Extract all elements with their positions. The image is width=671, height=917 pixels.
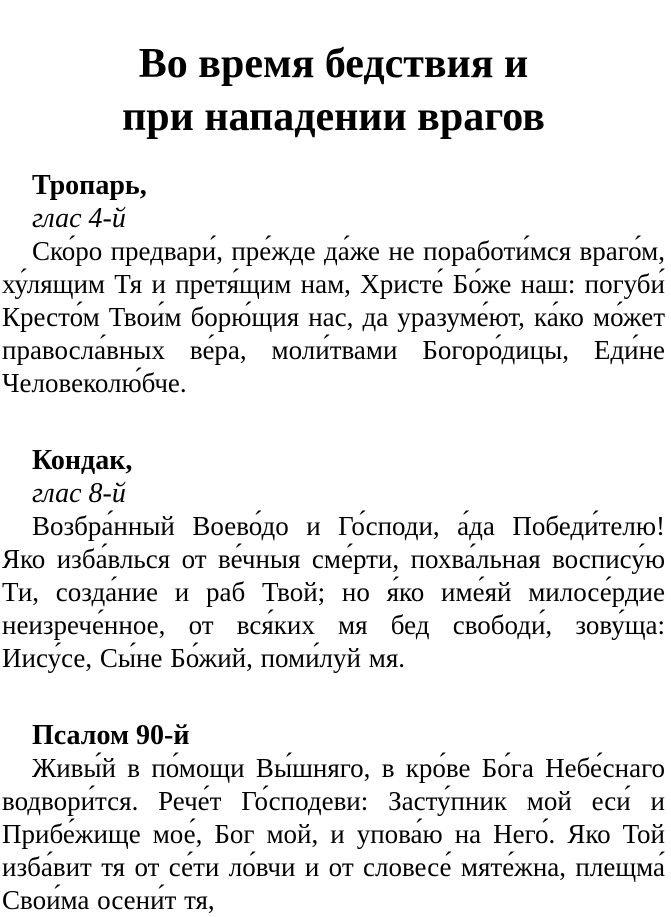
section-heading: Тропарь,: [32, 170, 147, 201]
section-subheading: глас 4-й: [32, 203, 126, 234]
prayer-text: Живы́й в по́мощи Вы́шняго, в кро́ве Бо́га Небе́снаго водвори́тся. Рече́т Го́сподеви: Засту́пник мой еси́ и Прибе́жище мое́, Бог мой, и упова́ю на Него́. Яко Той изба́вит тя от се́ти ло́вчи и от словесе́ мяте́жна, плещма́ Свои́ма осени́т тя,: [2, 753, 665, 915]
page-title-line-2: при нападении врагов: [122, 94, 545, 140]
section-troparion: [2, 169, 665, 400]
section-heading: Псалом 90-й: [32, 720, 190, 751]
section-psalm-90: [2, 719, 665, 917]
prayer-text: Ско́ро предвари́, пре́жде да́же не поработи́мся враго́м, ху́лящим Тя и претя́щим нам, Христе́ Бо́же наш: погуби́ Кресто́м Твои́м борю́щия нас, да уразуме́ют, ка́ко мо́жет правосла́вных ве́ра, моли́твами Богоро́дицы, Еди́не Человеколю́бче.: [2, 236, 665, 398]
section-kontakion: [2, 444, 665, 675]
page-title: [2, 0, 665, 144]
section-subheading: глас 8-й: [32, 478, 126, 509]
section-heading: Кондак,: [32, 445, 133, 476]
prayer-text: Возбра́нный Воево́до и Го́споди, а́да Победи́телю! Яко изба́влься от ве́чныя сме́рти, похва́льная воспису́ю Ти, созда́ние и раб Твой; но я́ко име́яй милосе́рдие неизрече́нное, от вся́ких мя бед свободи́, зову́ща: Иису́се, Сы́не Бо́жий, поми́луй мя.: [2, 511, 665, 673]
page-title-line-1: Во время бедствия и: [138, 41, 529, 87]
